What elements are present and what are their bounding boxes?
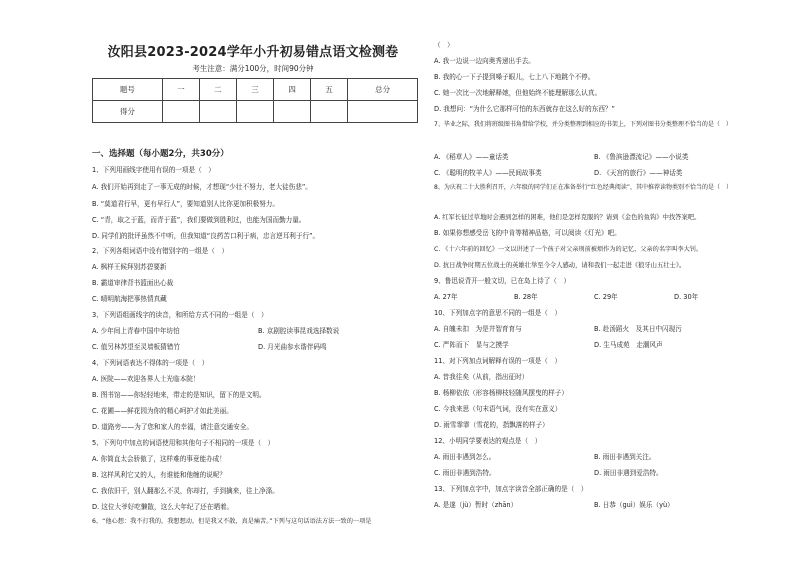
- question-line: C. 我依旧干，别人翻那么不灵，你却打，手到擒来，往上净涤。: [92, 487, 279, 495]
- question-line: A. 昔我往矣（从前，指出征时）: [434, 373, 529, 381]
- table-cell: 总分: [348, 79, 418, 101]
- question-line: A. 医院——欢迎各界人士光临本院！: [92, 375, 200, 383]
- question-line: D. 抗日战争时期五位战士的英雄壮举至今令人感动，请和我们一起走进《狼牙山五壮士》。: [434, 262, 686, 269]
- question-line: C. 值另林苏望至灵墙板猜错竹: [92, 343, 180, 351]
- score-input-cell[interactable]: [236, 101, 273, 123]
- option-b: B. 日恭（guì）娱乐（yù）: [594, 501, 674, 509]
- question-line: C. 晴明航海把事热情真藏: [92, 295, 167, 303]
- score-table: [92, 78, 418, 123]
- question-line: A. 我一边说一边向奥秀递出手去。: [434, 57, 535, 65]
- score-input-cell[interactable]: [199, 101, 236, 123]
- table-cell: 题号: [93, 79, 163, 101]
- option-c: C. 严阵而下 显与之摸学: [434, 341, 509, 349]
- question-line: A. 你简直太会骄傲了，这样难的事竟能办成！: [92, 455, 226, 463]
- question-line: D. 我想问：“为什么它那样可怕的东西就存在这么好的东西？”: [434, 105, 615, 113]
- score-input-cell[interactable]: [274, 101, 311, 123]
- exam-notice: 考生注意：满分100分，时间90分钟: [192, 64, 314, 73]
- option-d: D. 月光曲参水谐伴码鸣: [258, 343, 327, 351]
- question-line: 3、下列语组画线字的读音，和所给方式不同的一组是（ ）: [92, 311, 268, 319]
- question-line: C. 她一次比一次地解释她，但他始终不能理解那么认真。: [434, 89, 602, 97]
- table-cell: 二: [199, 79, 236, 101]
- score-input-cell[interactable]: [311, 101, 348, 123]
- option-d: D. 雨田非遇到爱浩特。: [594, 469, 663, 477]
- question-line: 4、下列词语表达不得体的一项是（ ）: [92, 359, 209, 367]
- question-line: 11、对下列加点词解释有误的一项是（ ）: [434, 357, 562, 365]
- score-input-cell[interactable]: [348, 101, 418, 123]
- option-a: A. 是遂（jù）暂时（zhān）: [434, 501, 518, 509]
- question-line: B. 图书馆——你轻轻地来，带走的是知识，留下的是文明。: [92, 391, 266, 399]
- question-line: 1、下列用画线字使用有误的一项是（ ）: [92, 166, 215, 174]
- option-b: B. 《鲁滨逊漂流记》——小说类: [594, 153, 689, 161]
- question-line: A. 少年间上青春中国中年坊怕: [92, 327, 180, 335]
- section-title: 一、选择题（每小题2分，共30分）: [92, 149, 229, 159]
- question-line: 13、下列加点字中，加点字读音全部正确的是（ ）: [434, 485, 588, 493]
- option-b: B. 28年: [514, 293, 538, 301]
- question-line: D. 道路旁——为了您和家人的幸福，请注意交通安全。: [92, 423, 253, 431]
- question-line: 7、毕业之际，我们将班级图书角借给学校，并分类整理到相应的书架上，下列对图书分类整理不恰当的是（ ）: [434, 121, 732, 128]
- question-line: A. 我们开始再到走了一事无成的时候，才想现“少壮不努力，老大徒伤悲”。: [92, 183, 312, 191]
- option-b: B. 京剧腔读事昆戏选择数说: [258, 327, 340, 335]
- question-line: D. 这位大爷好吃懒散，这么大年纪了还在晒着。: [92, 503, 234, 511]
- question-line: C. 花圃——鲜花园为你的精心呵护才如此美丽。: [92, 407, 233, 415]
- question-line: C. 今我来思（句末语气词，没有实在意义）: [434, 405, 562, 413]
- option-b: B. 雨田非遇到关注。: [594, 453, 656, 461]
- question-line: B. “莫道君行早，更有早行人”，要知道别人比你更加积极努力。: [92, 200, 279, 208]
- option-d: D. 生马成苑 走潮风声: [594, 341, 663, 349]
- page-title: 汝阳县2023-2024学年小升初易错点语文检测卷: [107, 45, 399, 60]
- table-cell: 四: [274, 79, 311, 101]
- question-line: B. 这样风利它又的人，有谁能和他缠的说呢？: [92, 471, 226, 479]
- option-b: B. 赴汤蹈火 及其日中闪现污: [594, 325, 682, 333]
- question-line: B. 杨柳依依（形容杨柳枝轻随风摆曳的样子）: [434, 389, 568, 397]
- question-line: A. 红军长征过草地时会遇到怎样的困难，他们是怎样克服的？请到《金色的鱼钩》中找答案吧。: [434, 214, 701, 221]
- table-cell: 三: [236, 79, 273, 101]
- option-c: C. 29年: [594, 293, 618, 301]
- question-line: B. 如果你想感受岳飞的中肯等精神品格，可以阅读《灯光》吧。: [434, 229, 621, 237]
- question-line: 12、小明同学要表达的观点是（ ）: [434, 437, 542, 445]
- question-line: 10、下列加点字的意思不同的一组是（ ）: [434, 309, 562, 317]
- question-line: 8、为庆祝二十大胜利召开，六年级的同学们正在准备举行“红色经典阅读”，其中推荐读物类别不恰当的是（ ）: [434, 184, 733, 191]
- option-c: C. 雨田非遇到浩特。: [434, 469, 496, 477]
- option-d: D. 《天宫的旅行》——神话类: [594, 169, 683, 177]
- question-line: 2、下列各组词语中没有错别字的一组是（ ）: [92, 247, 229, 255]
- option-a: A. 27年: [434, 293, 458, 301]
- question-line: C. 《十六年前的回忆》一文以讲述了一个孩子对父亲刑前被烦作为的记忆，父亲的名字叫李大钊。: [434, 246, 703, 253]
- question-line: （ ）: [434, 41, 454, 49]
- option-a: A. 雨田非遇到怎么。: [434, 453, 496, 461]
- table-cell: 一: [162, 79, 199, 101]
- score-input-cell[interactable]: [162, 101, 199, 123]
- table-cell: 五: [311, 79, 348, 101]
- table-row: [93, 101, 418, 123]
- option-a: A. 《稻草人》——童话类: [434, 153, 509, 161]
- question-line: A. 枫样王候拜别苏碧要新: [92, 263, 167, 271]
- question-line: B. 霸道审律背书篮面出心裁: [92, 279, 174, 287]
- option-a: A. 自魄未扣 为是井智育育与: [434, 325, 522, 333]
- question-line: 9、鲁迅说背开一般文切，已在岛上待了（ ）: [434, 277, 571, 285]
- option-d: D. 30年: [674, 293, 699, 301]
- question-line: 6、“他心想：我不打我的，我想想动，但是我又不散，真是痛苦。”下列与这句话语法方法一致的一项是: [92, 518, 372, 525]
- table-cell: 得分: [93, 101, 163, 123]
- table-row: [93, 79, 418, 101]
- option-c: C. 《聪明的牧羊人》——民间故事类: [434, 169, 542, 177]
- question-line: 5、下列句中加点的词语使用和其他句子不相同的一项是（ ）: [92, 439, 275, 447]
- question-line: D. 同学们的批评虽然不中听，但我知道“良药苦口利于病，忠言逆耳利于行”。: [92, 232, 320, 240]
- question-line: C. “青，取之于蓝，而青于蓝”，我们要做到胜利过，也能为国而勤力量。: [92, 216, 306, 224]
- question-line: D. 雨雪霏霏（雪花的，指飘落的样子）: [434, 421, 549, 429]
- question-line: B. 我的心一下子提到嗓子眼儿，七上八下地跳个不停。: [434, 73, 595, 81]
